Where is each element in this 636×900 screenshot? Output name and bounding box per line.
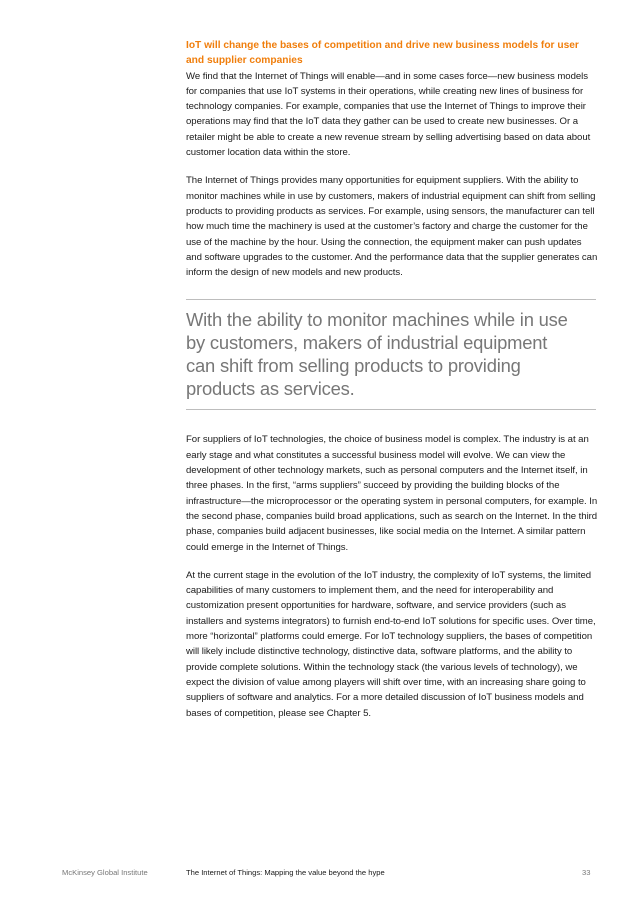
body-paragraph-2: The Internet of Things provides many opportunities for equipment suppliers. With the ability to monitor machines while in use by customers, makers of industrial equipment can shift from selling products to providing products as services. For example, using sensors, the manufacturer can tell how much time the machinery is used at the customer’s factory and charge the customer for the use of the machine by the hour. Using the connection, the equipment maker can push updates and software upgrades to the customer. And the performance data that the supplier generates can inform the design of new models and new products.: [186, 175, 598, 279]
footer-report-title: The Internet of Things: Mapping the value beyond the hype: [186, 868, 385, 877]
section-heading: IoT will change the bases of competition and drive new business models for user and supplier companies: [186, 40, 579, 67]
body-paragraph-3: For suppliers of IoT technologies, the choice of business model is complex. The industry is at an early stage and what constitutes a successful business model will evolve. We can view the development of other technology markets, such as personal computers and the Internet itself, in three phases. In the first, “arms suppliers” succeed by providing the building blocks of the infrastructure—the microprocessor or the operating system in personal computers, for example. In the second phase, companies build broad applications, such as search on the Internet. In the third phase, companies build adjacent businesses, like social media on the Internet. A similar pattern could emerge in the Internet of Things.: [186, 434, 598, 553]
pull-quote: [186, 299, 596, 410]
body-paragraph-4: At the current stage in the evolution of the IoT industry, the complexity of IoT systems, the limited capabilities of many customers to implement them, and the need for interoperability and customization present opportunities for hardware, software, and service providers (such as installers and systems integrators) to furnish end-to-end IoT solutions for specific uses. Over time, more “horizontal” platforms could emerge. For IoT technology suppliers, the bases of competition will likely include distinctive technology, distinctive data, software platforms, and the ability to provide complete solutions. Within the technology stack (the various levels of technology), we expect the division of value among players will shift over time, with an increasing share going to suppliers of software and analytics. For a more detailed discussion of IoT business models and bases of competition, please see Chapter 5.: [186, 569, 596, 719]
pull-quote-text: With the ability to monitor machines while in use by customers, makers of industrial equipment can shift from selling products to providing products as services.: [186, 309, 568, 400]
article-content: [186, 38, 598, 734]
page-number: 33: [582, 868, 591, 877]
footer-publisher: McKinsey Global Institute: [62, 868, 148, 877]
body-paragraph-1: We find that the Internet of Things will enable—and in some cases force—new business models for companies that use IoT systems in their operations, while creating new lines of business for technology companies. For example, companies that use the Internet of Things to improve their operations may find that the IoT data they gather can be used to create new businesses. Or a retailer might be able to create a new revenue stream by selling advertising based on data about customer location data within the store.: [186, 70, 591, 159]
